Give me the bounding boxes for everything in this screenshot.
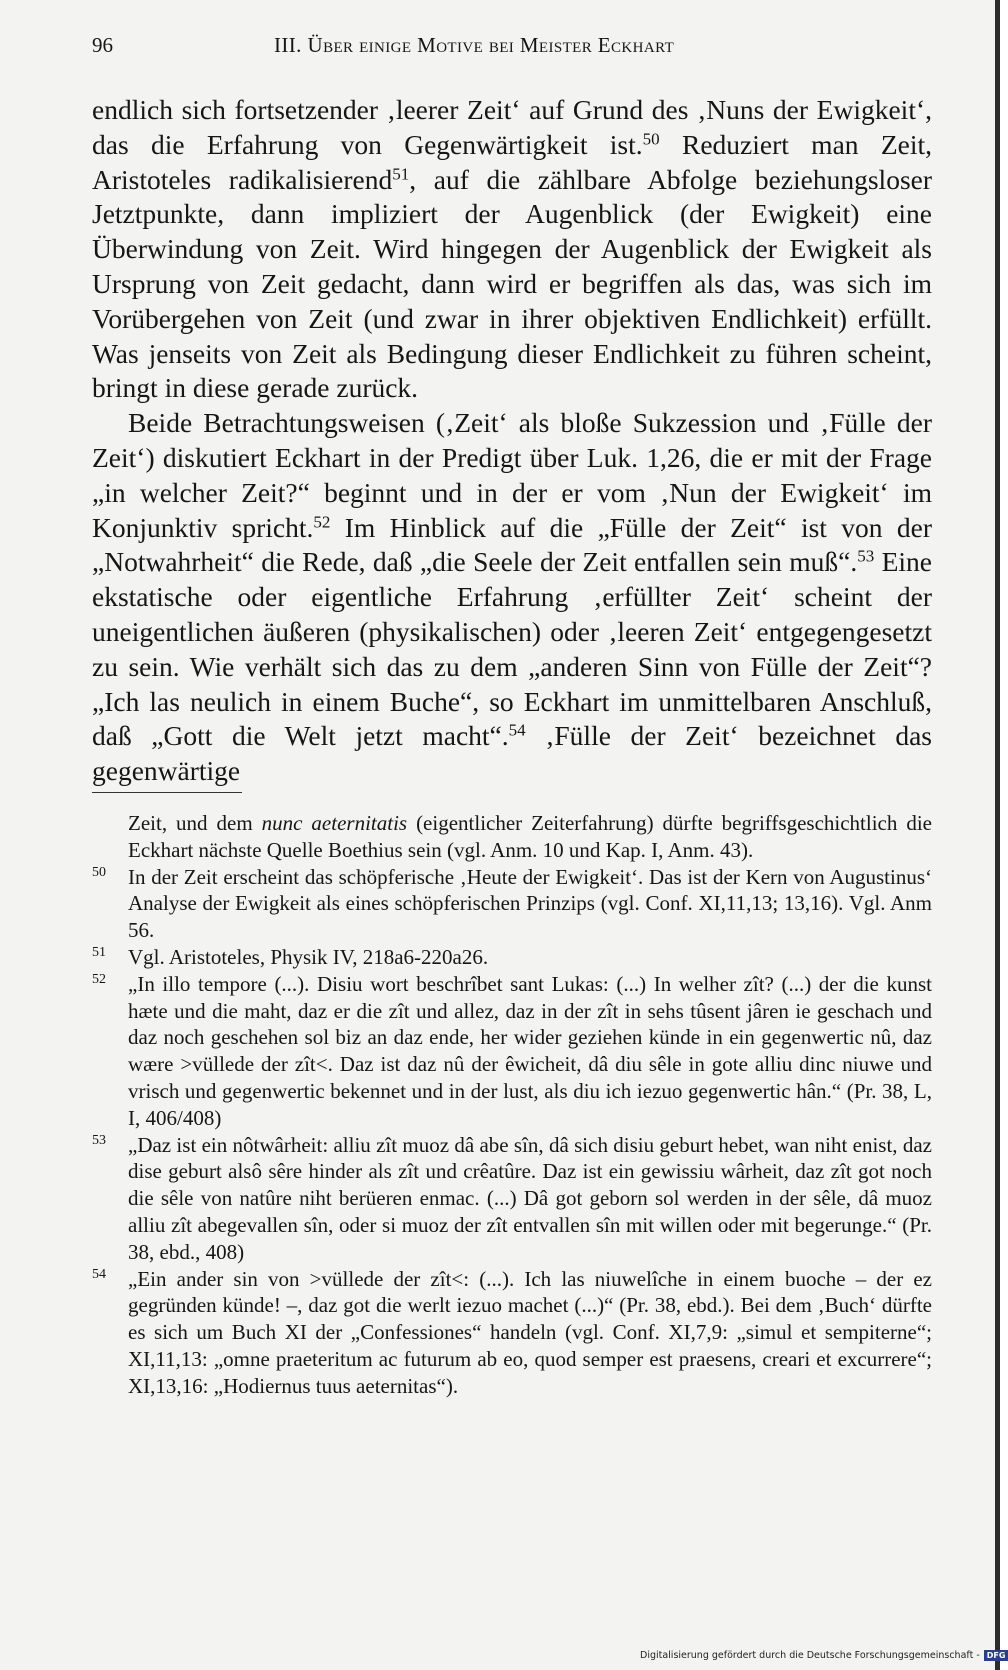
paragraph-text: Reduziert man Zeit, Aristoteles radikalisierend [92, 128, 932, 195]
paragraph-text: Eine ekstatische oder eigentliche Erfahrung ‚erfüllter Zeit‘ scheint der uneigentlichen äußeren (physikalischen) oder ‚leeren Zeit‘ entgegengesetzt zu sein. Wie verhält sich das zu dem „anderen Sinn von Fülle der Zeit“? „Ich las neulich in einem Buche“, so Eckhart im unmittelbaren Anschluß, daß „Gott die Welt jetzt macht“. [92, 546, 932, 752]
paragraph-text: Beide Betrachtungsweisen (‚Zeit‘ als bloße Sukzession und ‚Fülle der Zeit‘) diskutiert Eckhart in der Predigt über Luk. 1,26, die er mit der Frage „in welcher Zeit?“ beginnt und in der er vom ‚Nun der Ewigkeit‘ im Konjunktiv spricht. [92, 407, 932, 543]
footnotes [92, 810, 932, 1400]
footnote-continued [128, 810, 932, 864]
footnote-ref-52[interactable]: 52 [313, 512, 331, 532]
footnote-52 [92, 971, 932, 1132]
funding-note-text: Digitalisierung gefördert durch die Deutsche Forschungsgemeinschaft - [640, 1650, 980, 1661]
footnote-50 [92, 864, 932, 944]
footnote-text: Vgl. Aristoteles, Physik IV, 218a6-220a26. [128, 944, 489, 969]
paragraph-text: endlich sich fortsetzender ‚leerer Zeit‘ auf Grund des ‚Nuns der Ewigkeit‘, das die Erfahrung von Gegenwärtigkeit ist. [92, 94, 932, 160]
footnote-divider [92, 792, 242, 793]
paragraph-text: , auf die zählbare Abfolge beziehungsloser Jetztpunkte, dann impliziert der Augenblick (der Ewigkeit) eine Überwindung von Zeit. Wird hingegen der Augenblick der Ewigkeit als Ursprung von Zeit gedacht, dann wird er begriffen als das, was sich im Vorübergehen von Zeit (und zwar in ihrer objektiven Endlichkeit) erfüllt. Was jenseits von Zeit als Bedingung dieser Endlichkeit zu führen scheint, bringt in diese gerade zurück. [92, 163, 933, 404]
footnote-text: „In illo tempore (...). Disiu wort beschrîbet sant Lukas: (...) In welher zît? (...) der die kunst hæte und die maht, daz er die zît und allez, daz in der zît in sehs tûsent jâren ie geschach und daz noch geschehen sol biz an daz ende, her wider geziehen künde in ein gegenwertic nû, daz wære >vüllede der zît<. Daz ist daz nû der êwicheit, dâ diu sêle in gote alliu dinc niuwe und vrisch und gegenwertic bekennet und in der lust, als diu ich iezuo gegenwertic hân.“ (Pr. 38, L, I, 406/408) [128, 971, 932, 1130]
footnote-text: „Ein ander sin von >vüllede der zît<: (...). Ich las niuwelîche in einem buoche – der ez gegründen künde! –, daz got die werlt iezuo machet (...)“ (Pr. 38, ebd.). Bei dem ‚Buch‘ dürfte es sich um Buch XI der „Confessiones“ handeln (vgl. Conf. XI,7,9: „simul et sempiterne“; XI,11,13: „omne praeteritum ac futurum ab eo, quod semper est praesens, creari et excurrere“; XI,13,16: „Hodiernus tuus aeternitas“). [128, 1266, 932, 1398]
chapter-number: III. [274, 33, 302, 57]
funding-note [640, 1648, 1008, 1664]
page-number: 96 [92, 33, 113, 57]
footnote-text: Zeit, und dem [128, 811, 262, 835]
footnote-54 [92, 1266, 932, 1400]
footnote-number: 54 [92, 1266, 106, 1282]
main-text [92, 93, 932, 789]
footnote-number: 51 [92, 944, 106, 960]
footnote-51 [92, 944, 932, 971]
footnote-ref-50[interactable]: 50 [642, 129, 660, 149]
paragraph-text: Im Hinblick auf die „Fülle der Zeit“ ist von der „Notwahrheit“ die Rede, daß „die Seele der Zeit entfallen sein muß“. [92, 511, 932, 578]
running-title [274, 28, 674, 62]
paragraph-2 [92, 406, 932, 789]
footnote-text: (eigentlicher Zeiterfahrung) dürfte begriffsgeschichtlich die Eckhart nächste Quelle Boethius sein (vgl. Anm. 10 und Kap. I, Anm. 43). [128, 811, 932, 862]
paragraph-1 [92, 93, 932, 406]
scan-edge [995, 0, 1000, 1670]
footnote-53 [92, 1132, 932, 1266]
footnote-ref-51[interactable]: 51 [392, 164, 410, 184]
footnote-italic-term: nunc aeternitatis [261, 811, 408, 835]
chapter-title: Über einige Motive bei Meister Eckhart [307, 33, 675, 57]
footnote-text: In der Zeit erscheint das schöpferische ‚Heute der Ewigkeit‘. Das ist der Kern von Augustinus‘ Analyse der Ewigkeit als eines schöpferischen Prinzips (vgl. Conf. XI,11,13; 13,16). Vgl. Anm 56. [128, 864, 932, 943]
footnote-ref-54[interactable]: 54 [508, 720, 526, 740]
footnote-ref-53[interactable]: 53 [857, 546, 875, 566]
paragraph-text: ‚Fülle der Zeit‘ bezeichnet das gegenwärtige [92, 720, 932, 787]
footnote-number: 53 [92, 1132, 106, 1148]
footnote-text: „Daz ist ein nôtwârheit: alliu zît muoz dâ abe sîn, dâ sich disiu geburt hebet, wan niht enist, daz dise geburt alsô sêre hinder als zît und crêatûre. Daz ist ein gewissiu wârheit, daz zît got noch die sêle von natûre niht berüeren enmac. (...) Dâ got geborn sol werden in der sêle, dâ muoz alliu zît abegevallen sîn, oder si muoz der zît entvallen sîn mit willen oder mit begerunge.“ (Pr. 38, ebd., 408) [128, 1132, 932, 1264]
footnote-number: 52 [92, 971, 106, 987]
running-header [92, 28, 932, 62]
footnote-number: 50 [92, 864, 106, 880]
dfg-logo: DFG [984, 1650, 1008, 1661]
